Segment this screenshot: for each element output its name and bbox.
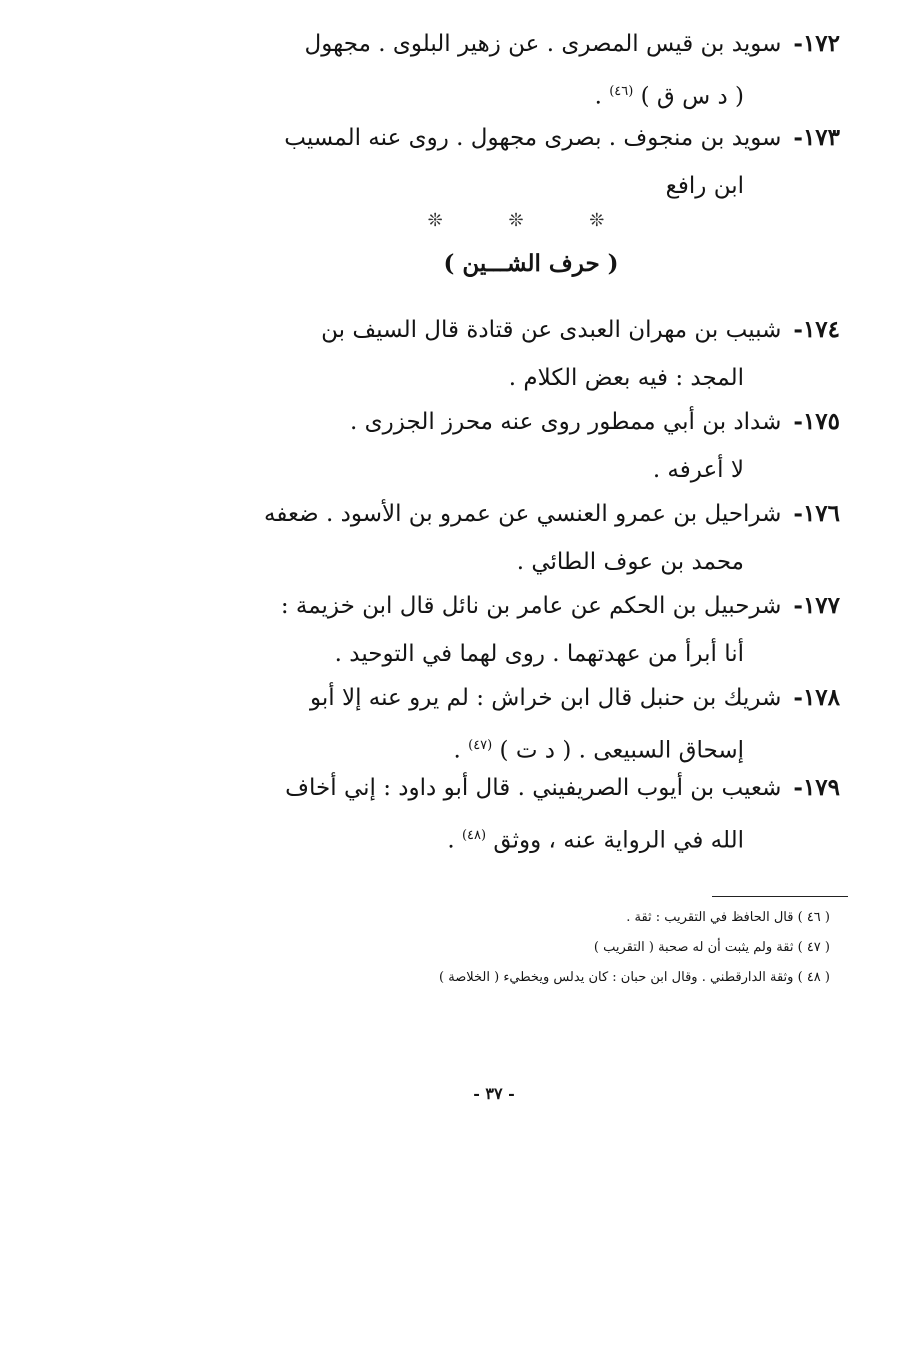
- footnote-ref: (٤٨): [461, 828, 487, 843]
- entry-number: ١٧٢-: [793, 30, 840, 57]
- entry-continuation: لا أعرفه .: [652, 457, 744, 483]
- footnote-48: [270, 968, 830, 988]
- entry-text: شراحيل بن عمرو العنسي عن عمرو بن الأسود . ضعفه: [264, 501, 782, 527]
- footnote-text: ثقة ولم يثبت أن له صحبة ( التقريب ): [593, 940, 794, 955]
- entry-continuation: إسحاق السبيعى . ( د ت ): [499, 737, 744, 764]
- entry-175: [200, 398, 840, 494]
- entry-number: ١٧٧-: [793, 592, 840, 619]
- entry-text: شرحبيل بن الحكم عن عامر بن نائل قال ابن خزيمة :: [280, 593, 782, 619]
- footnote-marker: ( ٤٧ ): [797, 940, 830, 955]
- footnote-ref: (٤٧): [468, 738, 493, 753]
- footnote-text: قال الحافظ في التقريب : ثقة .: [626, 910, 794, 925]
- entry-continuation: ابن رافع: [665, 173, 744, 199]
- entry-text: شريك بن حنبل قال ابن خراش : لم يرو عنه إلا أبو: [309, 685, 782, 711]
- entry-continuation: ( د س ق ): [640, 83, 744, 110]
- entry-172: ١٧٢-سويد بن قيس المصرى . عن زهير البلوى . مجهول ( د س ق ) $^{(٤٦)}$ .: [304, 30, 840, 110]
- entry-number: ١٧٣-: [793, 124, 840, 151]
- entry-number: ١٧٤-: [793, 316, 840, 343]
- entry-177: [200, 582, 840, 678]
- entry-text: شداد بن أبي ممطور روى عنه محرز الجزرى .: [350, 409, 782, 435]
- entry-continuation: محمد بن عوف الطائي .: [516, 549, 744, 575]
- entry-continuation: المجد : فيه بعض الكلام .: [508, 365, 744, 391]
- footnote-divider: [712, 896, 848, 897]
- entry-178: ١٧٨-شريك بن حنبل قال ابن خراش : لم يرو عنه إلا أبو إسحاق السبيعى . ( د ت ) $^{(٤٧)}$ .: [309, 684, 840, 764]
- entry-number: ١٧٨-: [793, 684, 840, 711]
- page-number: - ٣٧ -: [473, 1084, 515, 1103]
- entry-text: شبيب بن مهران العبدى عن قتادة قال السيف بن: [321, 317, 782, 343]
- footnote-46: [270, 908, 830, 928]
- entry-174: [200, 306, 840, 402]
- entry-continuation: الله في الرواية عنه ، ووثق: [493, 827, 744, 854]
- entry-176: [200, 490, 840, 586]
- entry-number: ١٧٩-: [793, 774, 840, 801]
- entry-text: سويد بن قيس المصرى . عن زهير البلوى . مجهول: [304, 31, 782, 57]
- entry-number: ١٧٥-: [793, 408, 840, 435]
- footnote-ref: (٤٦): [609, 84, 634, 99]
- entry-text: شعيب بن أيوب الصريفيني . قال أبو داود : إني أخاف: [285, 775, 782, 801]
- entry-173: [200, 114, 840, 210]
- section-heading: ( حرف الشـــين ): [443, 250, 619, 277]
- footnote-marker: ( ٤٦ ): [797, 910, 830, 925]
- footnote-marker: ( ٤٨ ): [797, 970, 830, 985]
- footnote-text: وثقة الدارقطني . وقال ابن حبان : كان يدلس ويخطيء ( الخلاصة ): [439, 970, 794, 985]
- entry-continuation: أنا أبرأ من عهدتهما . روى لهما في التوحيد .: [334, 641, 744, 667]
- entry-text: سويد بن منجوف . بصرى مجهول . روى عنه المسيب: [284, 125, 782, 151]
- footnote-47: [270, 938, 830, 958]
- entry-179: ١٧٩-شعيب بن أيوب الصريفيني . قال أبو داود : إني أخاف الله في الرواية عنه ، ووثق $^{(٤٨)}$ .: [285, 774, 840, 854]
- entry-number: ١٧٦-: [793, 500, 840, 527]
- section-separator: ❊ ❊ ❊: [427, 210, 635, 231]
